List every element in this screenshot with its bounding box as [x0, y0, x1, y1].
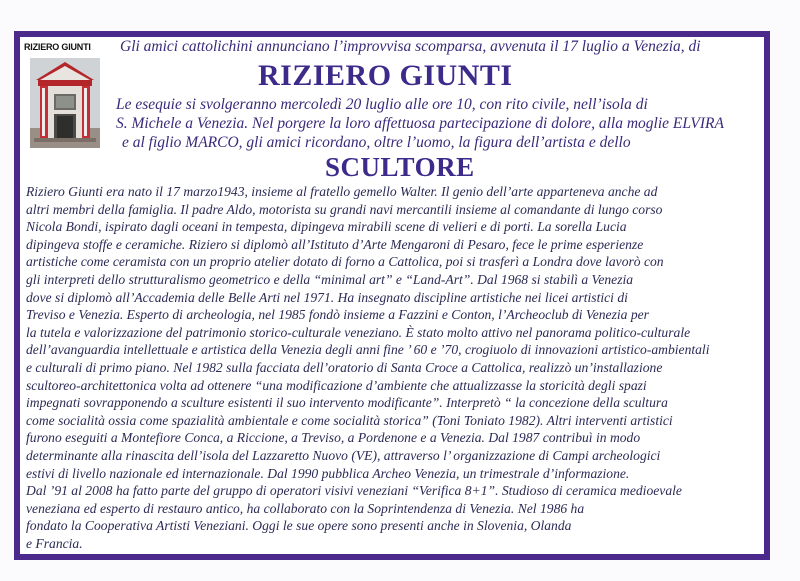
- bio-line: gli interpreti dello strutturalismo geometrico e della “minimal art” e “Land-Art”. Dal 1968 si stabilì a Venezia: [26, 271, 634, 287]
- bio-line: Dal ’91 al 2008 ha fatto parte del gruppo di operatori visivi veneziani “Verifica 8+1”. Studioso di ceramica medioevale: [26, 483, 682, 499]
- bio-line: fondato la Cooperativa Artisti Veneziani. Oggi le sue opere sono presenti anche in Slovenia, Olanda: [26, 518, 572, 534]
- bio-line: e Francia.: [26, 535, 83, 551]
- biography: [26, 183, 771, 552]
- bio-line: Treviso e Venezia. Esperto di archeologia, nel 1985 fondò insieme a Fazzini e Conton, l’Archeoclub di Venezia per: [26, 307, 649, 323]
- funeral-line: S. Michele a Venezia. Nel porgere la loro affettuosa partecipazione di dolore, alla moglie ELVIRA: [116, 115, 724, 132]
- bio-line: scultoreo-architettonica volta ad ottenere “una modificazione d’ambiente che attualizzasse la storicità degli spazi: [26, 377, 647, 393]
- bio-line: determinante alla rinascita dell’isola del Lazzaretto Nuovo (VE), attraverso l’ organizzazione di Campi archeologici: [26, 447, 661, 463]
- bio-line: dove si diplomò all’Accademia delle Belle Arti nel 1971. Ha insegnato discipline artistiche nei licei artistici di: [26, 289, 628, 305]
- bio-line: come socialità ossia come spazialità ambientale e come socialità storica” (Toni Toniato 1982). Altri interventi artistici: [26, 412, 673, 428]
- profession-title: SCULTORE: [325, 152, 475, 182]
- deceased-name: RIZIERO GIUNTI: [258, 59, 513, 92]
- bio-line: furono eseguiti a Montefiore Conca, a Riccione, a Treviso, a Pordenone e a Venezia. Dal 1987 contribuì in modo: [26, 430, 641, 446]
- artwork-caption: RIZIERO GIUNTI: [24, 42, 91, 52]
- bio-line: la tutela e valorizzazione del patrimonio storico-culturale veneziano. È stato molto attivo nel panorama politico-culturale: [26, 324, 691, 340]
- bio-line: dipingeva stoffe e ceramiche. Riziero si diplomò all’Istituto d’Arte Mengaroni di Pesaro, fece le prime esperienze: [26, 236, 644, 252]
- funeral-line: e al figlio MARCO, gli amici ricordano, oltre l’uomo, la figura dell’artista e dello: [122, 134, 631, 151]
- bio-line: dell’avanguardia intellettuale e artistica della Venezia degli anni fine ’ 60 e ’70, crogiuolo di innovazioni artistico-ambientali: [26, 342, 710, 358]
- bio-line: Nicola Bondi, ispirato dagli oceani in tempesta, dipingeva mirabili scene di velieri e di porti. La sorella Lucia: [26, 219, 627, 235]
- bio-line: impegnati sovrapponendo a sculture esistenti il suo intervento modificante”. Interpretò “ la concezione della scultura: [26, 395, 668, 411]
- funeral-announcement: [116, 95, 776, 152]
- bio-line: artistiche come ceramista con un proprio atelier dotato di forno a Cattolica, poi si trasferì a Londra dove lavorò con: [26, 254, 664, 270]
- bio-line: altri membri della famiglia. Il padre Aldo, motorista su grandi navi mercantili insieme al comandante di lungo corso: [26, 201, 663, 217]
- bio-line: estivi di livello nazionale ed internazionale. Dal 1990 pubblica Archeo Venezia, un trimestrale d’informazione.: [26, 465, 630, 481]
- announcement-intro: Gli amici cattolichini annunciano l’improvvisa scomparsa, avvenuta il 17 luglio a Venezia, di: [120, 38, 701, 55]
- funeral-line: Le esequie si svolgeranno mercoledì 20 luglio alle ore 10, con rito civile, nell’isola di: [116, 96, 648, 113]
- bio-line: e culturali di primo piano. Nel 1982 sulla facciata dell’oratorio di Santa Croce a Cattolica, realizzò un’installazione: [26, 359, 663, 375]
- sculpture-photo-icon: [30, 58, 100, 148]
- bio-line: veneziana ed esperto di restauro antico, ha collaborato con la Soprintendenza di Venezia. Nel 1986 ha: [26, 500, 585, 516]
- bio-line: Riziero Giunti era nato il 17 marzo1943, insieme al fratello gemello Walter. Il genio dell’arte apparteneva anche ad: [26, 184, 658, 199]
